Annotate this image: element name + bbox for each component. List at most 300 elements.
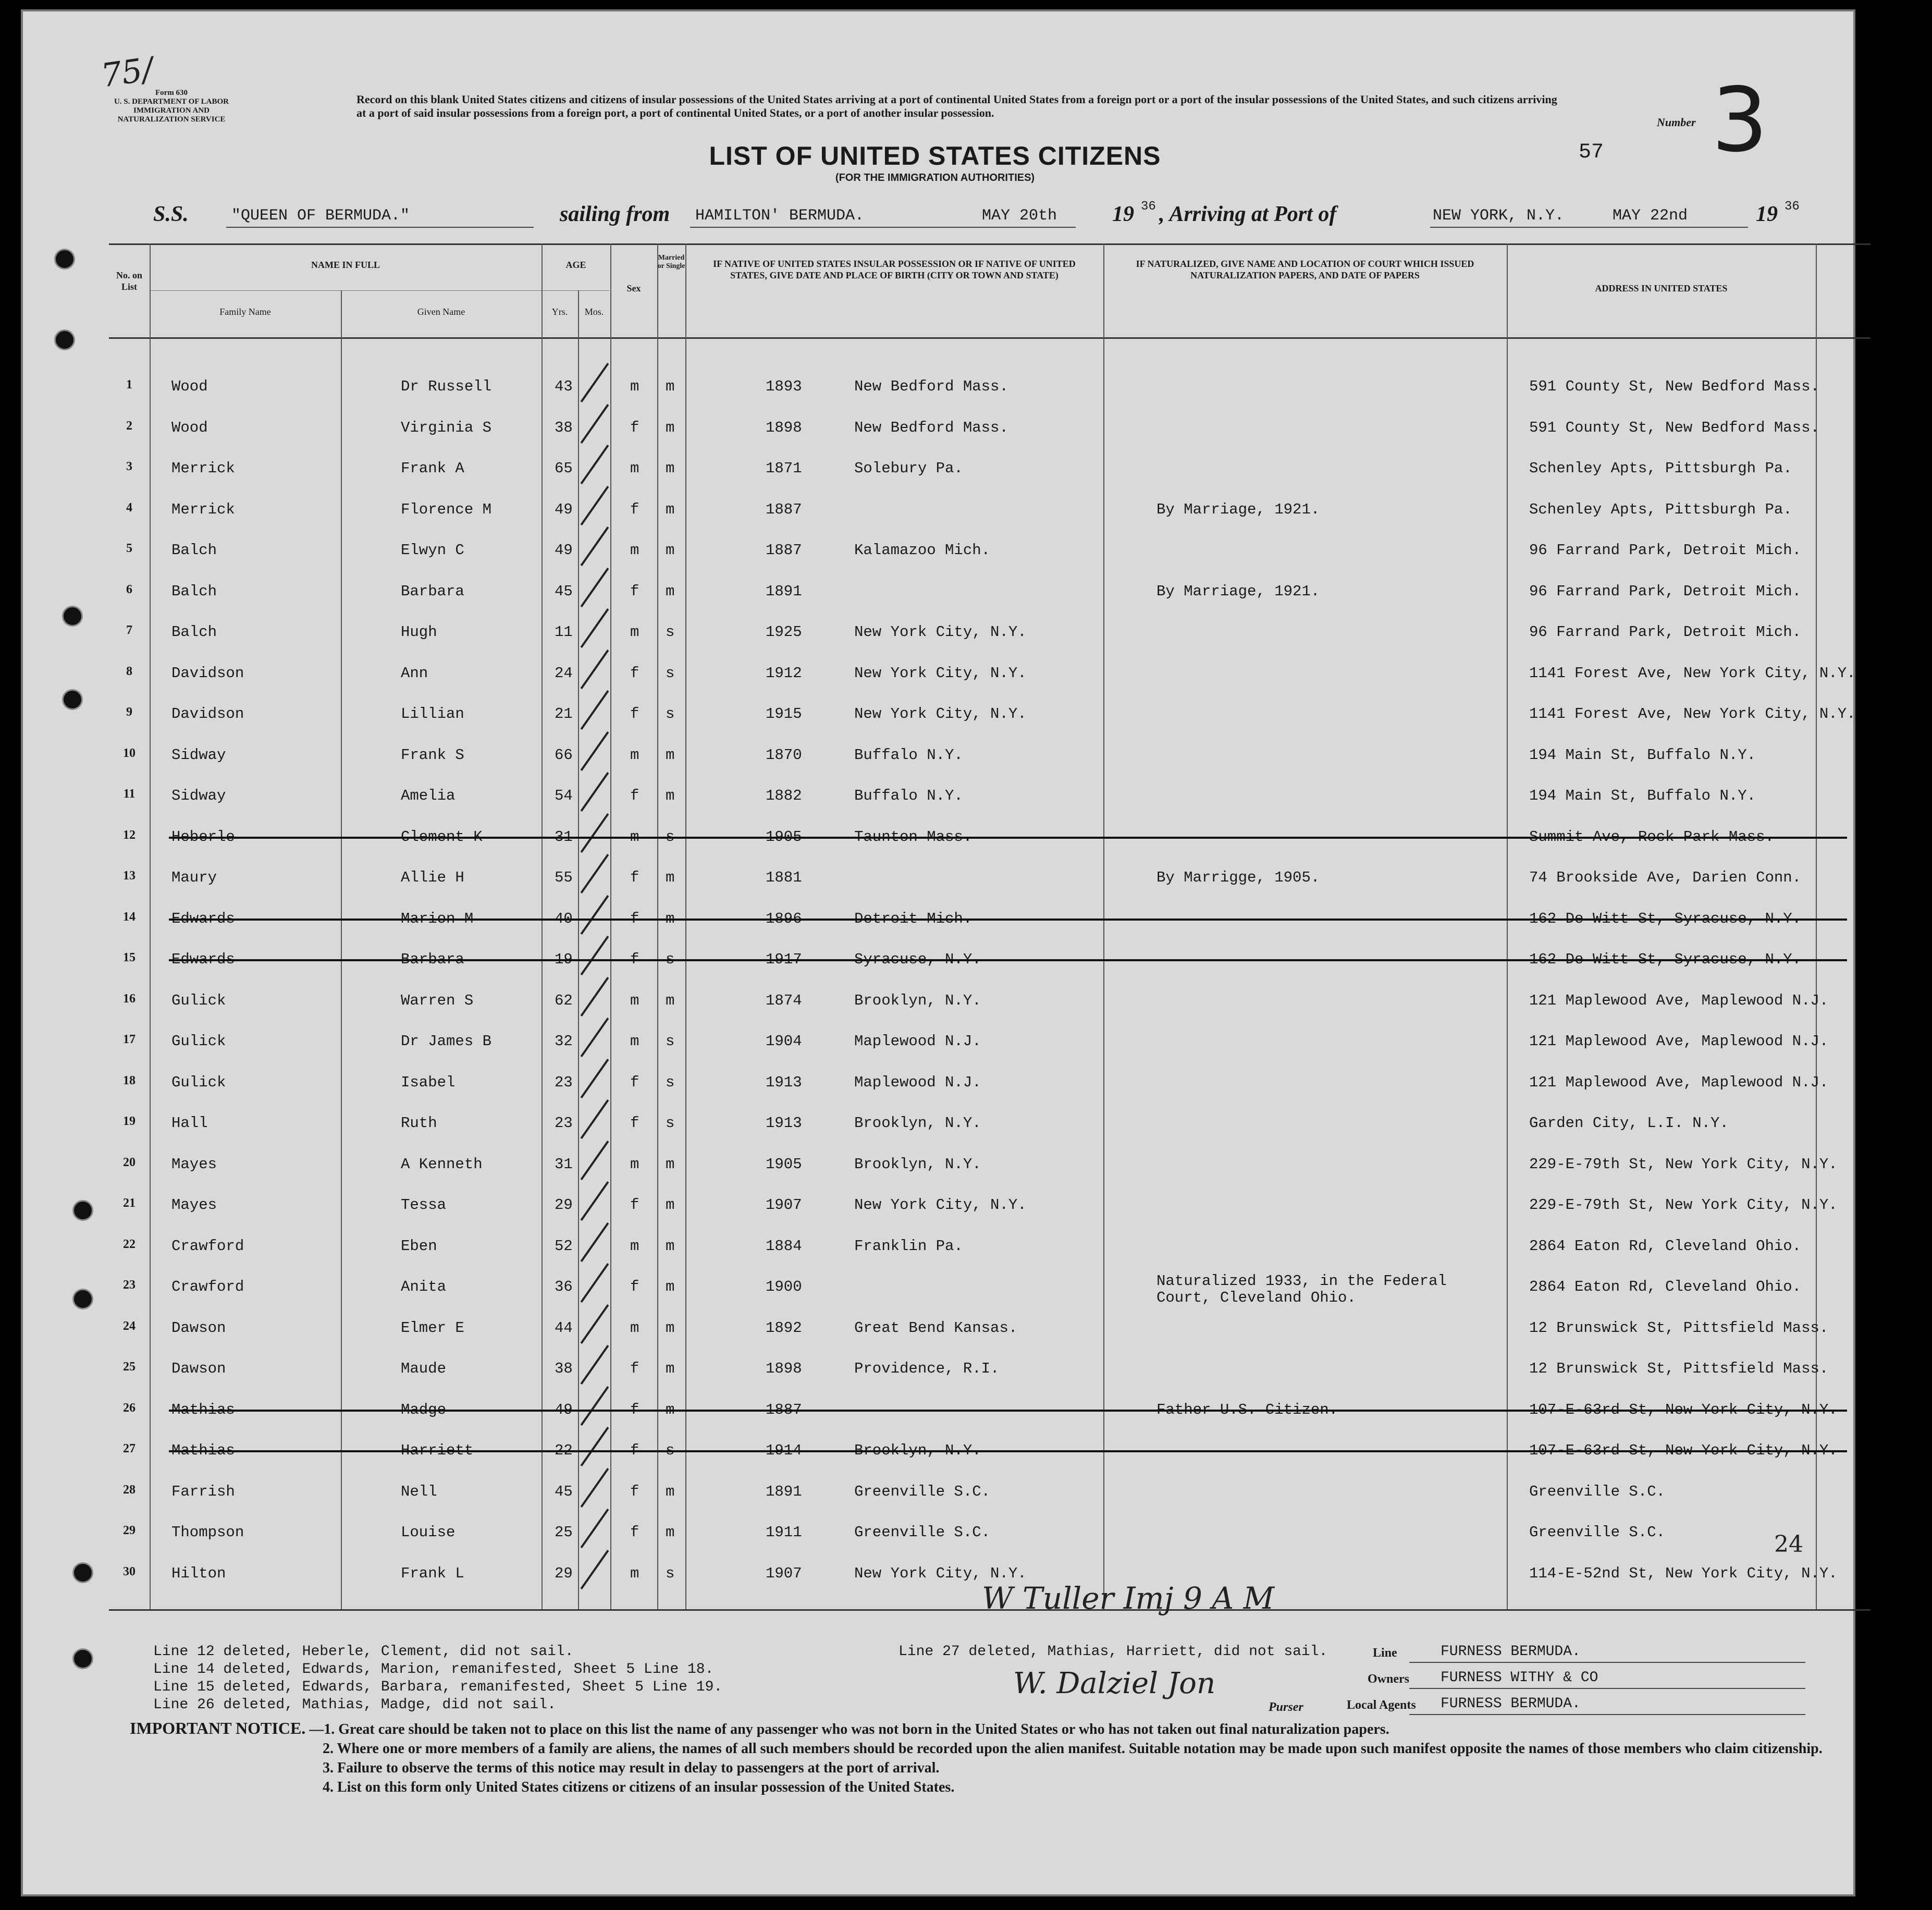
marital-status: m	[666, 1360, 675, 1377]
row-number: 22	[123, 1237, 136, 1251]
age-years: 40	[555, 910, 573, 927]
row-number: 21	[123, 1196, 136, 1210]
address: 121 Maplewood Ave, Maplewood N.J.	[1529, 991, 1829, 1009]
family-name: Crawford	[171, 1237, 244, 1255]
family-name: Crawford	[171, 1278, 244, 1295]
row-number: 4	[126, 500, 132, 515]
birth-place: Greenville S.C.	[854, 1483, 991, 1500]
address: 229-E-79th St, New York City, N.Y.	[1529, 1155, 1838, 1173]
table-row	[109, 815, 1871, 855]
sex: f	[630, 500, 639, 518]
birth-place: Syracuse, N.Y.	[854, 951, 981, 968]
table-row	[109, 1510, 1871, 1551]
binder-hole	[54, 249, 75, 270]
given-name: Allie H	[401, 869, 464, 886]
sex: m	[630, 991, 639, 1009]
birth-year: 1898	[766, 419, 802, 436]
age-years: 29	[555, 1196, 573, 1214]
birth-year: 1907	[766, 1564, 802, 1582]
departure-date: MAY 20th	[982, 207, 1057, 225]
address: 1141 Forest Ave, New York City, N.Y.	[1529, 664, 1856, 682]
family-name: Merrick	[171, 500, 235, 518]
family-name: Mayes	[171, 1155, 217, 1173]
deletion-strikethrough	[169, 837, 1847, 839]
row-number: 13	[123, 869, 136, 883]
table-row	[109, 487, 1871, 528]
given-name: Barbara	[401, 951, 464, 968]
birth-place: Maplewood N.J.	[854, 1073, 981, 1091]
ship-prefix: S.S.	[153, 202, 189, 226]
sex: f	[630, 1483, 639, 1500]
inspection-tick	[581, 690, 609, 730]
birth-year: 1871	[766, 460, 802, 477]
inspection-tick	[581, 813, 609, 852]
table-row	[109, 610, 1871, 651]
binder-hole	[72, 1562, 93, 1583]
inspection-tick	[581, 772, 609, 812]
departure-port: HAMILTON' BERMUDA.	[695, 207, 865, 225]
binder-hole	[72, 1200, 93, 1221]
sex: f	[630, 1196, 639, 1214]
family-name: Gulick	[171, 991, 226, 1009]
age-years: 19	[555, 951, 573, 968]
address: 121 Maplewood Ave, Maplewood N.J.	[1529, 1033, 1829, 1050]
deletion-note: Line 26 deleted, Mathias, Madge, did not sail.	[153, 1697, 556, 1713]
sex: f	[630, 1442, 639, 1459]
inspection-tick	[581, 1018, 609, 1057]
col-birth-header: IF NATIVE OF UNITED STATES INSULAR POSSESSION OR IF NATIVE OF UNITED STATES, GIVE DATE AND PLACE OF BIRTH (CITY OR TOWN AND STATE)	[713, 259, 1076, 280]
birth-year: 1905	[766, 828, 802, 846]
marital-status: s	[666, 664, 675, 682]
family-name: Dawson	[171, 1319, 226, 1337]
birth-year: 1892	[766, 1319, 802, 1337]
number-label: Number	[1657, 116, 1696, 129]
address: Garden City, L.I. N.Y.	[1529, 1115, 1729, 1132]
given-name: Harriett	[401, 1442, 474, 1459]
corner-handwritten-mark: 75/	[99, 50, 156, 95]
address: 96 Farrand Park, Detroit Mich.	[1529, 542, 1802, 559]
birth-year: 1912	[766, 664, 802, 682]
birth-year: 1917	[766, 951, 802, 968]
sex: f	[630, 951, 639, 968]
sex: m	[630, 460, 639, 477]
family-name: Thompson	[171, 1524, 244, 1541]
given-name: Virginia S	[401, 419, 492, 436]
col-sex-header: Sex	[626, 283, 641, 293]
row-number: 7	[126, 623, 132, 637]
deletion-note-right: Line 27 deleted, Mathias, Harriett, did not sail.	[899, 1644, 1328, 1660]
birth-place: Providence, R.I.	[854, 1360, 1000, 1377]
birth-year: 1882	[766, 787, 802, 804]
marital-status: m	[666, 1237, 675, 1255]
page-number: 57	[1579, 141, 1604, 164]
age-years: 21	[555, 705, 573, 723]
address: Schenley Apts, Pittsburgh Pa.	[1529, 460, 1792, 477]
sex: f	[630, 1115, 639, 1132]
marital-status: m	[666, 1319, 675, 1337]
table-row	[109, 651, 1871, 692]
family-name: Balch	[171, 582, 217, 600]
sex: f	[630, 1360, 639, 1377]
age-years: 24	[555, 664, 573, 682]
inspection-tick	[581, 649, 609, 689]
given-name: Dr Russell	[401, 378, 492, 395]
table-row	[109, 733, 1871, 774]
birth-year: 1900	[766, 1278, 802, 1295]
given-name: Warren S	[401, 991, 474, 1009]
col-address-header: ADDRESS IN UNITED STATES	[1595, 283, 1728, 293]
birth-place: Detroit Mich.	[854, 910, 973, 927]
inspection-tick	[581, 445, 609, 484]
age-years: 31	[555, 828, 573, 846]
birth-place: New York City, N.Y.	[854, 705, 1027, 723]
inspection-tick	[581, 1386, 609, 1425]
row-number: 23	[123, 1278, 136, 1292]
birth-year: 1881	[766, 869, 802, 886]
table-row	[109, 528, 1871, 569]
naturalization: By Marrigge, 1905.	[1156, 869, 1320, 886]
table-row	[109, 1183, 1871, 1223]
birth-year: 1915	[766, 705, 802, 723]
binder-hole	[54, 329, 75, 350]
birth-year: 1893	[766, 378, 802, 395]
sex: f	[630, 1278, 639, 1295]
family-name: Sidway	[171, 787, 226, 804]
birth-place: Buffalo N.Y.	[854, 746, 963, 764]
inspection-tick	[581, 1509, 609, 1548]
sheet-number: 3	[1712, 69, 1768, 172]
voyage-line	[153, 200, 1800, 233]
given-name: Marion M	[401, 910, 474, 927]
sex: f	[630, 910, 639, 927]
address: 96 Farrand Park, Detroit Mich.	[1529, 623, 1802, 641]
table-row	[109, 1388, 1871, 1428]
marital-status: m	[666, 1278, 675, 1295]
address: 591 County St, New Bedford Mass.	[1529, 419, 1819, 436]
agents-label: Local Agents	[1347, 1698, 1416, 1712]
age-years: 49	[555, 1401, 573, 1418]
notice-item-1: IMPORTANT NOTICE. —1. Great care should be taken not to place on this list the name of any passenger who was not born in the United States or who has not taken out final naturalization papers.	[130, 1719, 1389, 1737]
inspection-tick	[581, 608, 609, 648]
given-name: Frank L	[401, 1564, 464, 1582]
given-name: Amelia	[401, 787, 456, 804]
birth-place: Brooklyn, N.Y.	[854, 1442, 981, 1459]
family-name: Hall	[171, 1115, 208, 1132]
age-years: 45	[555, 582, 573, 600]
form-number: Form 630	[155, 89, 188, 97]
address: 194 Main St, Buffalo N.Y.	[1529, 746, 1756, 764]
table-row	[109, 937, 1871, 978]
address: 74 Brookside Ave, Darien Conn.	[1529, 869, 1802, 886]
col-months-header: Mos.	[584, 307, 604, 317]
address: 162 De Witt St, Syracuse, N.Y.	[1529, 951, 1802, 968]
table-row	[109, 1142, 1871, 1183]
birth-year: 1887	[766, 500, 802, 518]
age-years: 38	[555, 1360, 573, 1377]
col-marital-header: Married or Single	[657, 254, 685, 270]
binder-hole	[72, 1289, 93, 1309]
document-subtitle: (FOR THE IMMIGRATION AUTHORITIES)	[835, 172, 1035, 183]
table-row	[109, 855, 1871, 896]
binder-hole	[72, 1648, 93, 1669]
sex: f	[630, 1524, 639, 1541]
table-row	[109, 1470, 1871, 1510]
inspection-tick	[581, 485, 609, 525]
family-name: Gulick	[171, 1033, 226, 1050]
purser-signature: W. Dalziel Jon	[1013, 1667, 1216, 1700]
given-name: Elwyn C	[401, 542, 464, 559]
table-row	[109, 1265, 1871, 1305]
given-name: Florence M	[401, 500, 492, 518]
marital-status: m	[666, 378, 675, 395]
family-name: Balch	[171, 623, 217, 641]
birth-place: Solebury Pa.	[854, 460, 963, 477]
given-name: Anita	[401, 1278, 447, 1295]
age-years: 49	[555, 542, 573, 559]
owners-value: FURNESS WITHY & CO	[1441, 1670, 1598, 1686]
age-years: 11	[555, 623, 573, 641]
year-suffix-2: 36	[1785, 200, 1800, 214]
row-number: 10	[123, 746, 136, 760]
notice-item-4: 4. List on this form only United States citizens or citizens of an insular possession of the United States.	[323, 1779, 955, 1795]
birth-place: Kalamazoo Mich.	[854, 542, 991, 559]
marital-status: m	[666, 787, 675, 804]
family-name: Wood	[171, 378, 208, 395]
col-naturalized-header: IF NATURALIZED, GIVE NAME AND LOCATION OF COURT WHICH ISSUED NATURALIZATION PAPERS, AND DATE OF PAPERS	[1136, 259, 1474, 280]
inspection-tick	[581, 1099, 609, 1139]
birth-place: New York City, N.Y.	[854, 664, 1027, 682]
sex: m	[630, 1319, 639, 1337]
age-years: 54	[555, 787, 573, 804]
deletion-note: Line 15 deleted, Edwards, Barbara, remanifested, Sheet 5 Line 19.	[153, 1679, 723, 1695]
important-notice	[130, 1719, 1824, 1797]
table-row	[109, 1060, 1871, 1101]
family-name: Heberle	[171, 828, 235, 846]
birth-year: 1887	[766, 542, 802, 559]
sex: m	[630, 623, 639, 641]
inspection-tick	[581, 1058, 609, 1098]
age-years: 25	[555, 1524, 573, 1541]
sex: f	[630, 1073, 639, 1091]
sex: f	[630, 705, 639, 723]
birth-year: 1913	[766, 1115, 802, 1132]
birth-place: Brooklyn, N.Y.	[854, 1115, 981, 1132]
year-prefix-1: 19	[1112, 202, 1134, 226]
birth-year: 1914	[766, 1442, 802, 1459]
sex: f	[630, 1401, 639, 1418]
deletion-notes	[153, 1643, 722, 1714]
age-years: 22	[555, 1442, 573, 1459]
birth-place: New Bedford Mass.	[854, 378, 1008, 395]
family-name: Edwards	[171, 910, 235, 927]
birth-place: Brooklyn, N.Y.	[854, 1155, 981, 1173]
marital-status: s	[666, 1442, 675, 1459]
given-name: Frank S	[401, 746, 464, 764]
age-years: 44	[555, 1319, 573, 1337]
inspection-tick	[581, 1427, 609, 1466]
row-number: 18	[123, 1073, 136, 1087]
address: Schenley Apts, Pittsburgh Pa.	[1529, 500, 1792, 518]
inspection-tick	[581, 1263, 609, 1303]
intro-text: Record on this blank United States citizens and citizens of insular possessions of the United States arriving at a port of continental United States from a foreign port or a port of the insular possessions of the United States, and such citizens arriving at a port of said insular possessions from a foreign port, a port of continental United States, or a port of another insular possession.	[356, 93, 1557, 119]
given-name: Lillian	[401, 705, 464, 723]
department-name: U. S. DEPARTMENT OF LABOR	[114, 97, 229, 106]
row-number: 24	[123, 1319, 136, 1333]
table-row	[109, 978, 1871, 1019]
table-row	[109, 1346, 1871, 1387]
inspection-tick	[581, 731, 609, 770]
birth-year: 1896	[766, 910, 802, 927]
manifest-sheet	[21, 9, 1855, 1896]
row-number: 29	[123, 1524, 136, 1537]
inspection-tick	[581, 936, 609, 975]
age-years: 55	[555, 869, 573, 886]
marital-status: m	[666, 582, 675, 600]
inspection-tick	[581, 1467, 609, 1507]
sex: m	[630, 1155, 639, 1173]
birth-year: 1884	[766, 1237, 802, 1255]
sex: f	[630, 419, 639, 436]
table-row	[109, 446, 1871, 487]
family-name: Gulick	[171, 1073, 226, 1091]
birth-year: 1905	[766, 1155, 802, 1173]
inspection-tick	[581, 1304, 609, 1343]
inspection-tick	[581, 895, 609, 934]
family-name: Hilton	[171, 1564, 226, 1582]
age-years: 49	[555, 500, 573, 518]
inspection-tick	[581, 403, 609, 443]
deletion-note: Line 14 deleted, Edwards, Marion, remanifested, Sheet 5 Line 18.	[153, 1661, 714, 1678]
notice-item-2: 2. Where one or more members of a family are aliens, the names of all such members should be recorded upon the alien manifest. Suitable notation may be made upon such manifest opposite the names of those members who claim citizenship.	[323, 1741, 1823, 1757]
inspection-tick	[581, 1345, 609, 1385]
col-age-header: AGE	[565, 260, 586, 270]
marital-status: m	[666, 746, 675, 764]
given-name: Isabel	[401, 1073, 456, 1091]
deletion-strikethrough	[169, 959, 1847, 961]
address: 194 Main St, Buffalo N.Y.	[1529, 787, 1756, 804]
birth-place: New York City, N.Y.	[854, 1196, 1027, 1214]
marital-status: s	[666, 1564, 675, 1582]
table-row	[109, 1428, 1871, 1469]
given-name: Clement K	[401, 828, 483, 846]
row-number: 5	[126, 542, 132, 555]
marital-status: s	[666, 705, 675, 723]
inspection-tick	[581, 1181, 609, 1221]
marital-status: m	[666, 1401, 675, 1418]
marital-status: s	[666, 1073, 675, 1091]
row-number: 3	[126, 460, 132, 473]
given-name: Maude	[401, 1360, 447, 1377]
age-years: 38	[555, 419, 573, 436]
row-number: 9	[126, 705, 132, 719]
row-number: 11	[123, 787, 136, 801]
birth-year: 1925	[766, 623, 802, 641]
shipping-line: FURNESS BERMUDA.	[1441, 1644, 1581, 1660]
line-label: Line	[1373, 1646, 1397, 1660]
row-number: 25	[123, 1360, 136, 1374]
inspection-tick	[581, 854, 609, 893]
document-title: LIST OF UNITED STATES CITIZENS	[709, 141, 1161, 170]
table-row	[109, 406, 1871, 446]
sex: f	[630, 787, 639, 804]
birth-place: New York City, N.Y.	[854, 623, 1027, 641]
notice-item-3: 3. Failure to observe the terms of this notice may result in delay to passengers at the port of arrival.	[323, 1760, 940, 1776]
deletion-strikethrough	[169, 1450, 1847, 1452]
table-row	[109, 364, 1871, 405]
marital-status: s	[666, 1033, 675, 1050]
col-number-header: No. on List	[116, 270, 142, 292]
row-number: 6	[126, 582, 132, 596]
sex: m	[630, 542, 639, 559]
age-years: 23	[555, 1115, 573, 1132]
marital-status: m	[666, 1196, 675, 1214]
address: 96 Farrand Park, Detroit Mich.	[1529, 582, 1802, 600]
row-number: 16	[123, 991, 136, 1006]
address: 12 Brunswick St, Pittsfield Mass.	[1529, 1319, 1829, 1337]
arriving-label: , Arriving at Port of	[1159, 202, 1337, 226]
birth-year: 1891	[766, 582, 802, 600]
table-row	[109, 1101, 1871, 1142]
marital-status: m	[666, 460, 675, 477]
owners-label: Owners	[1368, 1672, 1409, 1686]
birth-place: New Bedford Mass.	[854, 419, 1008, 436]
year-suffix-1: 36	[1141, 200, 1156, 214]
marital-status: s	[666, 951, 675, 968]
marital-status: s	[666, 1115, 675, 1132]
inspection-tick	[581, 1140, 609, 1180]
address: 2864 Eaton Rd, Cleveland Ohio.	[1529, 1237, 1802, 1255]
age-years: 65	[555, 460, 573, 477]
table-row	[109, 774, 1871, 814]
row-number: 15	[123, 951, 136, 964]
sex: m	[630, 1033, 639, 1050]
naturalization: Father U.S. Citizen.	[1156, 1401, 1338, 1418]
binder-hole	[62, 689, 83, 710]
binder-hole	[62, 606, 83, 627]
arrival-port: NEW YORK, N.Y.	[1433, 207, 1565, 225]
given-name: Hugh	[401, 623, 437, 641]
table-row	[109, 692, 1871, 732]
age-years: 29	[555, 1564, 573, 1582]
naturalization: By Marriage, 1921.	[1156, 500, 1320, 518]
row-number: 8	[126, 664, 132, 678]
age-years: 43	[555, 378, 573, 395]
inspection-tick	[581, 527, 609, 566]
row-number: 12	[123, 828, 136, 842]
given-name: Eben	[401, 1237, 437, 1255]
row-number: 14	[123, 910, 136, 924]
sex: m	[630, 1564, 639, 1582]
given-name: Frank A	[401, 460, 464, 477]
table-row	[109, 569, 1871, 610]
deletion-strikethrough	[169, 1410, 1847, 1412]
table-row	[109, 1306, 1871, 1346]
family-name: Mathias	[171, 1442, 235, 1459]
col-name-header: NAME IN FULL	[311, 260, 380, 270]
address: 591 County St, New Bedford Mass.	[1529, 378, 1819, 395]
marital-status: s	[666, 828, 675, 846]
age-years: 66	[555, 746, 573, 764]
age-years: 62	[555, 991, 573, 1009]
table-row	[109, 1019, 1871, 1060]
address: 114-E-52nd St, New York City, N.Y.	[1529, 1564, 1838, 1582]
handwritten-arrival-note: W Tuller Imj 9 A M	[982, 1581, 1275, 1616]
given-name: Ann	[401, 664, 428, 682]
family-name: Davidson	[171, 705, 244, 723]
birth-year: 1891	[766, 1483, 802, 1500]
arrival-date: MAY 22nd	[1613, 207, 1688, 225]
row-number: 26	[123, 1401, 136, 1415]
